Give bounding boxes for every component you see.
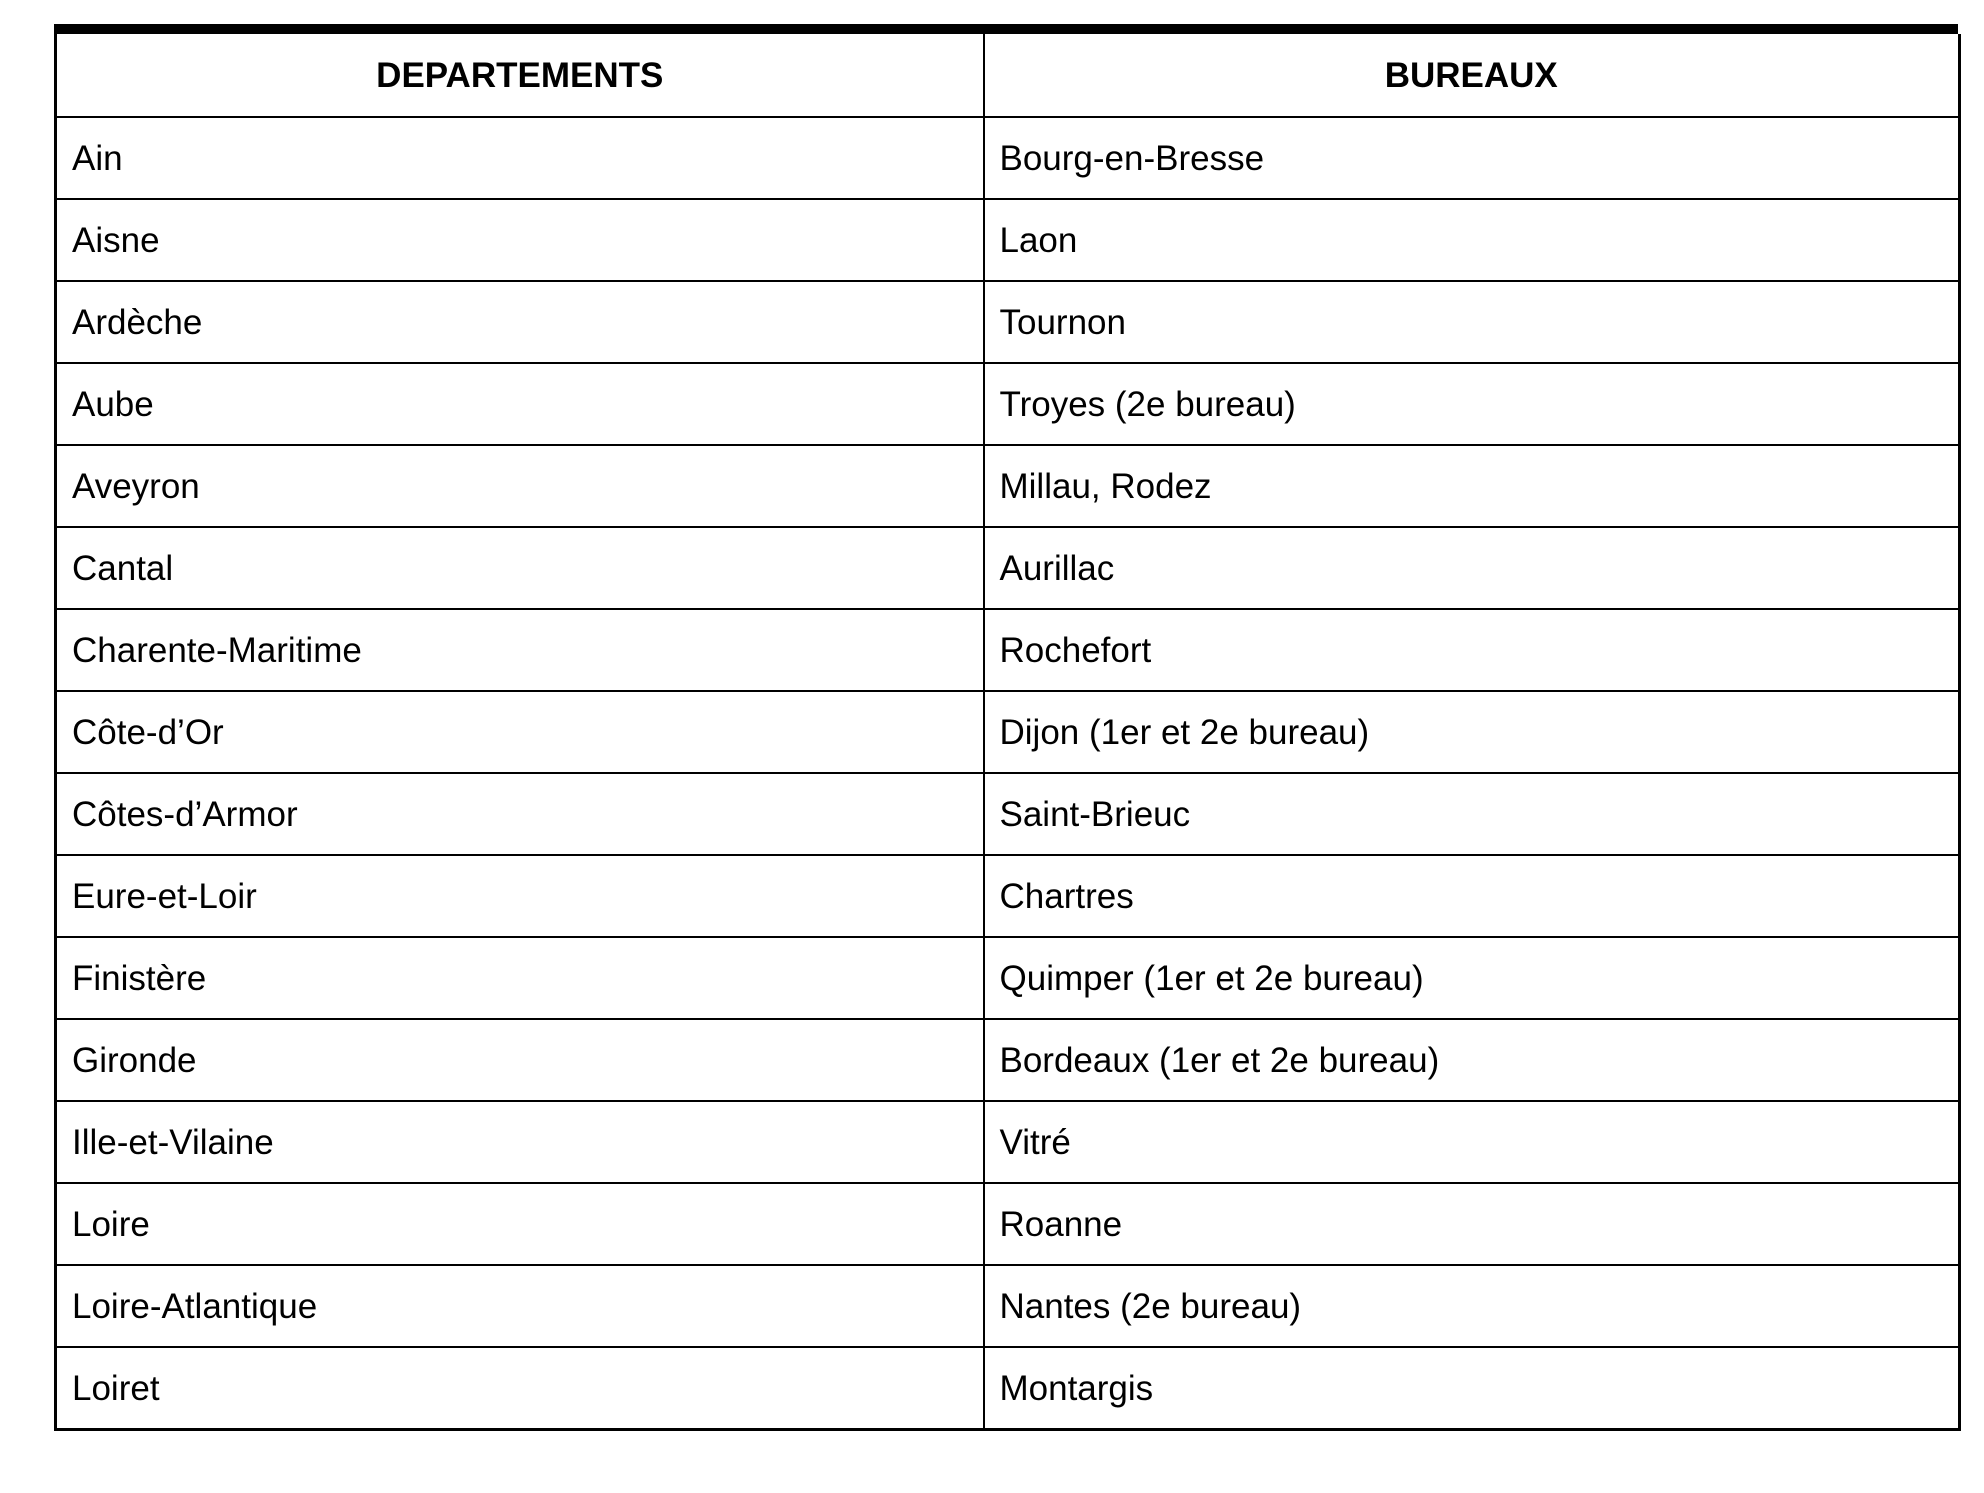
table-row [56, 937, 1960, 1019]
bureau-cell: Tournon [984, 281, 1960, 363]
departement-cell: Ille-et-Vilaine [56, 1101, 984, 1183]
table-row [56, 855, 1960, 937]
bureau-cell: Montargis [984, 1347, 1960, 1430]
bureau-cell: Nantes (2e bureau) [984, 1265, 1960, 1347]
departement-cell: Gironde [56, 1019, 984, 1101]
bureau-cell: Aurillac [984, 527, 1960, 609]
departements-bureaux-table [54, 34, 1961, 1431]
bureau-cell: Rochefort [984, 609, 1960, 691]
departement-cell: Loire-Atlantique [56, 1265, 984, 1347]
bureau-cell: Troyes (2e bureau) [984, 363, 1960, 445]
table-row [56, 1183, 1960, 1265]
header-departements: DEPARTEMENTS [56, 34, 984, 117]
departement-cell: Aveyron [56, 445, 984, 527]
table-row [56, 691, 1960, 773]
table-row [56, 281, 1960, 363]
departement-cell: Ain [56, 117, 984, 199]
table-body [56, 117, 1960, 1430]
top-rule [54, 24, 1958, 34]
departement-cell: Charente-Maritime [56, 609, 984, 691]
table-row [56, 1265, 1960, 1347]
departement-cell: Eure-et-Loir [56, 855, 984, 937]
bureau-cell: Saint-Brieuc [984, 773, 1960, 855]
departement-cell: Côte-d’Or [56, 691, 984, 773]
bureau-cell: Quimper (1er et 2e bureau) [984, 937, 1960, 1019]
bureau-cell: Laon [984, 199, 1960, 281]
table-row [56, 363, 1960, 445]
departement-cell: Aisne [56, 199, 984, 281]
bureau-cell: Vitré [984, 1101, 1960, 1183]
departement-cell: Finistère [56, 937, 984, 1019]
bureau-cell: Millau, Rodez [984, 445, 1960, 527]
table-row [56, 527, 1960, 609]
table-row [56, 1347, 1960, 1430]
table-row [56, 445, 1960, 527]
bureau-cell: Roanne [984, 1183, 1960, 1265]
departement-cell: Cantal [56, 527, 984, 609]
departement-cell: Aube [56, 363, 984, 445]
bureau-cell: Dijon (1er et 2e bureau) [984, 691, 1960, 773]
header-bureaux: BUREAUX [984, 34, 1960, 117]
table-row [56, 1019, 1960, 1101]
table-header-row [56, 34, 1960, 117]
table-row [56, 773, 1960, 855]
bureau-cell: Chartres [984, 855, 1960, 937]
departement-cell: Ardèche [56, 281, 984, 363]
bureau-cell: Bordeaux (1er et 2e bureau) [984, 1019, 1960, 1101]
departement-cell: Loiret [56, 1347, 984, 1430]
departement-cell: Loire [56, 1183, 984, 1265]
table-row [56, 1101, 1960, 1183]
bureau-cell: Bourg-en-Bresse [984, 117, 1960, 199]
departement-cell: Côtes-d’Armor [56, 773, 984, 855]
table-row [56, 609, 1960, 691]
table-row [56, 199, 1960, 281]
table-row [56, 117, 1960, 199]
document [54, 24, 1958, 1431]
